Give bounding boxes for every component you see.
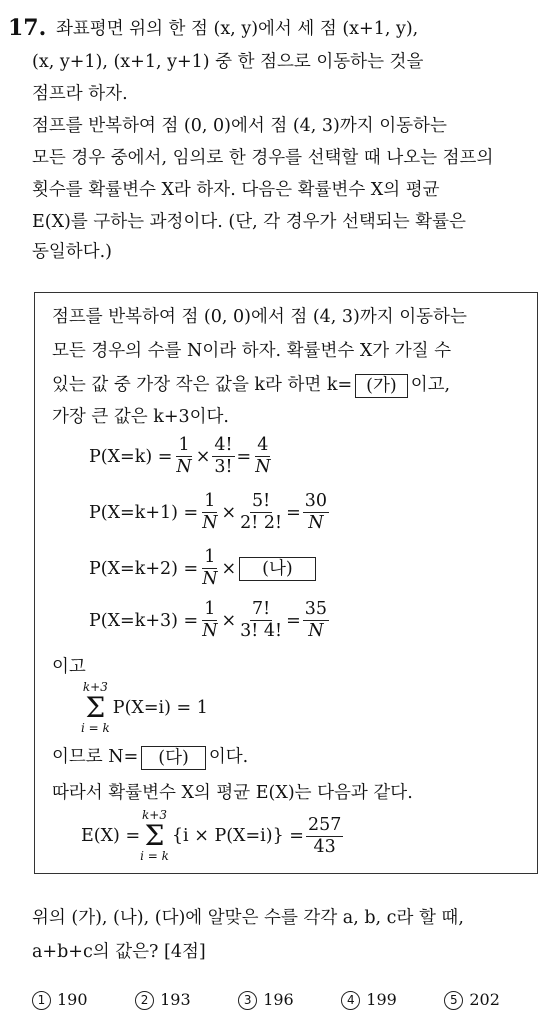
fraction — [306, 815, 343, 858]
sigma-symbol: Σ — [85, 691, 106, 724]
eq-lhs: P(X=k+2) = — [89, 558, 199, 579]
prompt-line: 위의 (가), (나), (다)에 알맞은 수를 각각 a, b, c라 할 때, — [32, 908, 464, 928]
denominator: N — [202, 621, 218, 641]
denominator: 2! 2! — [240, 513, 283, 533]
fraction — [303, 491, 329, 534]
equals-sign: = — [286, 502, 301, 523]
box-line: 모든 경우의 수를 N이라 하자. 확률변수 X가 가질 수 — [52, 341, 452, 361]
equation-4 — [89, 599, 331, 642]
box-line: 이고 — [52, 657, 86, 677]
sum-body: P(X=i) = 1 — [112, 698, 208, 718]
blank-a: (가) — [355, 374, 408, 398]
eq-lhs: P(X=k) = — [89, 446, 173, 467]
numerator: 5! — [252, 491, 271, 511]
solution-box — [34, 292, 538, 874]
choice-1[interactable] — [32, 990, 130, 1010]
choice-value: 196 — [263, 990, 294, 1009]
eq-lhs: E(X) = — [81, 826, 141, 846]
denominator: N — [202, 513, 218, 533]
box-line: 따라서 확률변수 X의 평균 E(X)는 다음과 같다. — [52, 783, 413, 803]
fraction — [200, 599, 219, 642]
question-line: 동일하다.) — [32, 242, 113, 262]
blank-c: (다) — [141, 746, 206, 770]
fraction — [174, 435, 193, 478]
choice-value: 199 — [366, 990, 397, 1009]
sum-lower: i = k — [140, 849, 169, 863]
sum-lower: i = k — [81, 721, 110, 735]
choice-3[interactable] — [238, 990, 336, 1010]
equation-1 — [89, 435, 275, 478]
choice-value: 193 — [160, 990, 191, 1009]
summation — [140, 809, 169, 863]
denominator: N — [308, 621, 324, 641]
answer-choices — [32, 990, 542, 1010]
choice-4[interactable] — [341, 990, 439, 1010]
question-number: 17. — [8, 15, 47, 41]
denominator: N — [202, 569, 218, 589]
choice-mark: 4 — [341, 991, 360, 1010]
numerator: 1 — [178, 435, 190, 455]
fraction — [238, 599, 284, 642]
fraction — [253, 435, 272, 478]
choice-mark: 2 — [135, 991, 154, 1010]
sum-body: {i × P(X=i)} = — [171, 826, 304, 846]
numerator: 4 — [257, 435, 269, 455]
choice-mark: 1 — [32, 991, 51, 1010]
box-line — [52, 745, 248, 770]
expectation-equation — [81, 809, 345, 863]
choice-value: 190 — [57, 990, 88, 1009]
equals-sign: = — [236, 446, 252, 467]
question-line: 좌표평면 위의 한 점 (x, y)에서 세 점 (x+1, y), — [56, 19, 419, 39]
denominator: N — [176, 457, 192, 477]
fraction — [200, 547, 219, 590]
box-line: 점프를 반복하여 점 (0, 0)에서 점 (4, 3)까지 이동하는 — [52, 307, 467, 327]
prompt-line: a+b+c의 값은? [4점] — [32, 942, 206, 962]
choice-mark: 5 — [444, 991, 463, 1010]
equals-sign: = — [286, 610, 301, 631]
numerator: 7! — [252, 599, 271, 619]
choice-mark: 3 — [238, 991, 257, 1010]
choice-value: 202 — [469, 990, 500, 1009]
times-sign: × — [221, 558, 237, 579]
summation — [81, 681, 110, 735]
numerator: 4! — [214, 435, 233, 455]
denominator: N — [308, 513, 324, 533]
box-line: 가장 큰 값은 k+3이다. — [52, 407, 229, 427]
box-line — [52, 373, 450, 398]
sigma-symbol: Σ — [144, 819, 165, 852]
numerator: 1 — [204, 599, 216, 619]
numerator: 257 — [307, 814, 342, 835]
box-text: 있는 값 중 가장 작은 값을 k라 하면 k= — [52, 375, 353, 395]
question-line: 점프를 반복하여 점 (0, 0)에서 점 (4, 3)까지 이동하는 — [32, 116, 447, 136]
fraction — [238, 491, 284, 534]
numerator: 1 — [204, 491, 216, 511]
times-sign: × — [221, 610, 237, 631]
question-line: 횟수를 확률변수 X라 하자. 다음은 확률변수 X의 평균 — [32, 180, 440, 200]
sum-upper: k+3 — [142, 808, 167, 822]
question-line: (x, y+1), (x+1, y+1) 중 한 점으로 이동하는 것을 — [32, 52, 424, 72]
question-line: E(X)를 구하는 과정이다. (단, 각 경우가 선택되는 확률은 — [32, 212, 466, 232]
sum-upper: k+3 — [82, 680, 108, 694]
question-line: 모든 경우 중에서, 임의로 한 경우를 선택할 때 나오는 점프의 — [32, 148, 494, 168]
box-text: 이므로 N= — [52, 747, 139, 767]
numerator: 1 — [204, 547, 216, 567]
choice-2[interactable] — [135, 990, 233, 1010]
times-sign: × — [221, 502, 237, 523]
fraction — [303, 599, 329, 642]
denominator: N — [255, 457, 271, 477]
sum-equation — [81, 681, 208, 735]
question-line: 점프라 하자. — [32, 84, 128, 104]
choice-5[interactable] — [444, 990, 542, 1010]
blank-b: (나) — [239, 557, 316, 581]
denominator: 43 — [313, 836, 336, 857]
equation-3 — [89, 547, 319, 590]
fraction — [212, 435, 234, 478]
numerator: 30 — [304, 491, 328, 511]
times-sign: × — [195, 446, 211, 467]
denominator: 3! — [214, 457, 233, 477]
equation-2 — [89, 491, 331, 534]
box-text: 이고, — [410, 375, 451, 395]
box-text: 이다. — [208, 747, 249, 767]
eq-lhs: P(X=k+1) = — [89, 502, 199, 523]
numerator: 35 — [304, 599, 328, 619]
denominator: 3! 4! — [240, 621, 283, 641]
fraction — [200, 491, 219, 534]
eq-lhs: P(X=k+3) = — [89, 610, 199, 631]
